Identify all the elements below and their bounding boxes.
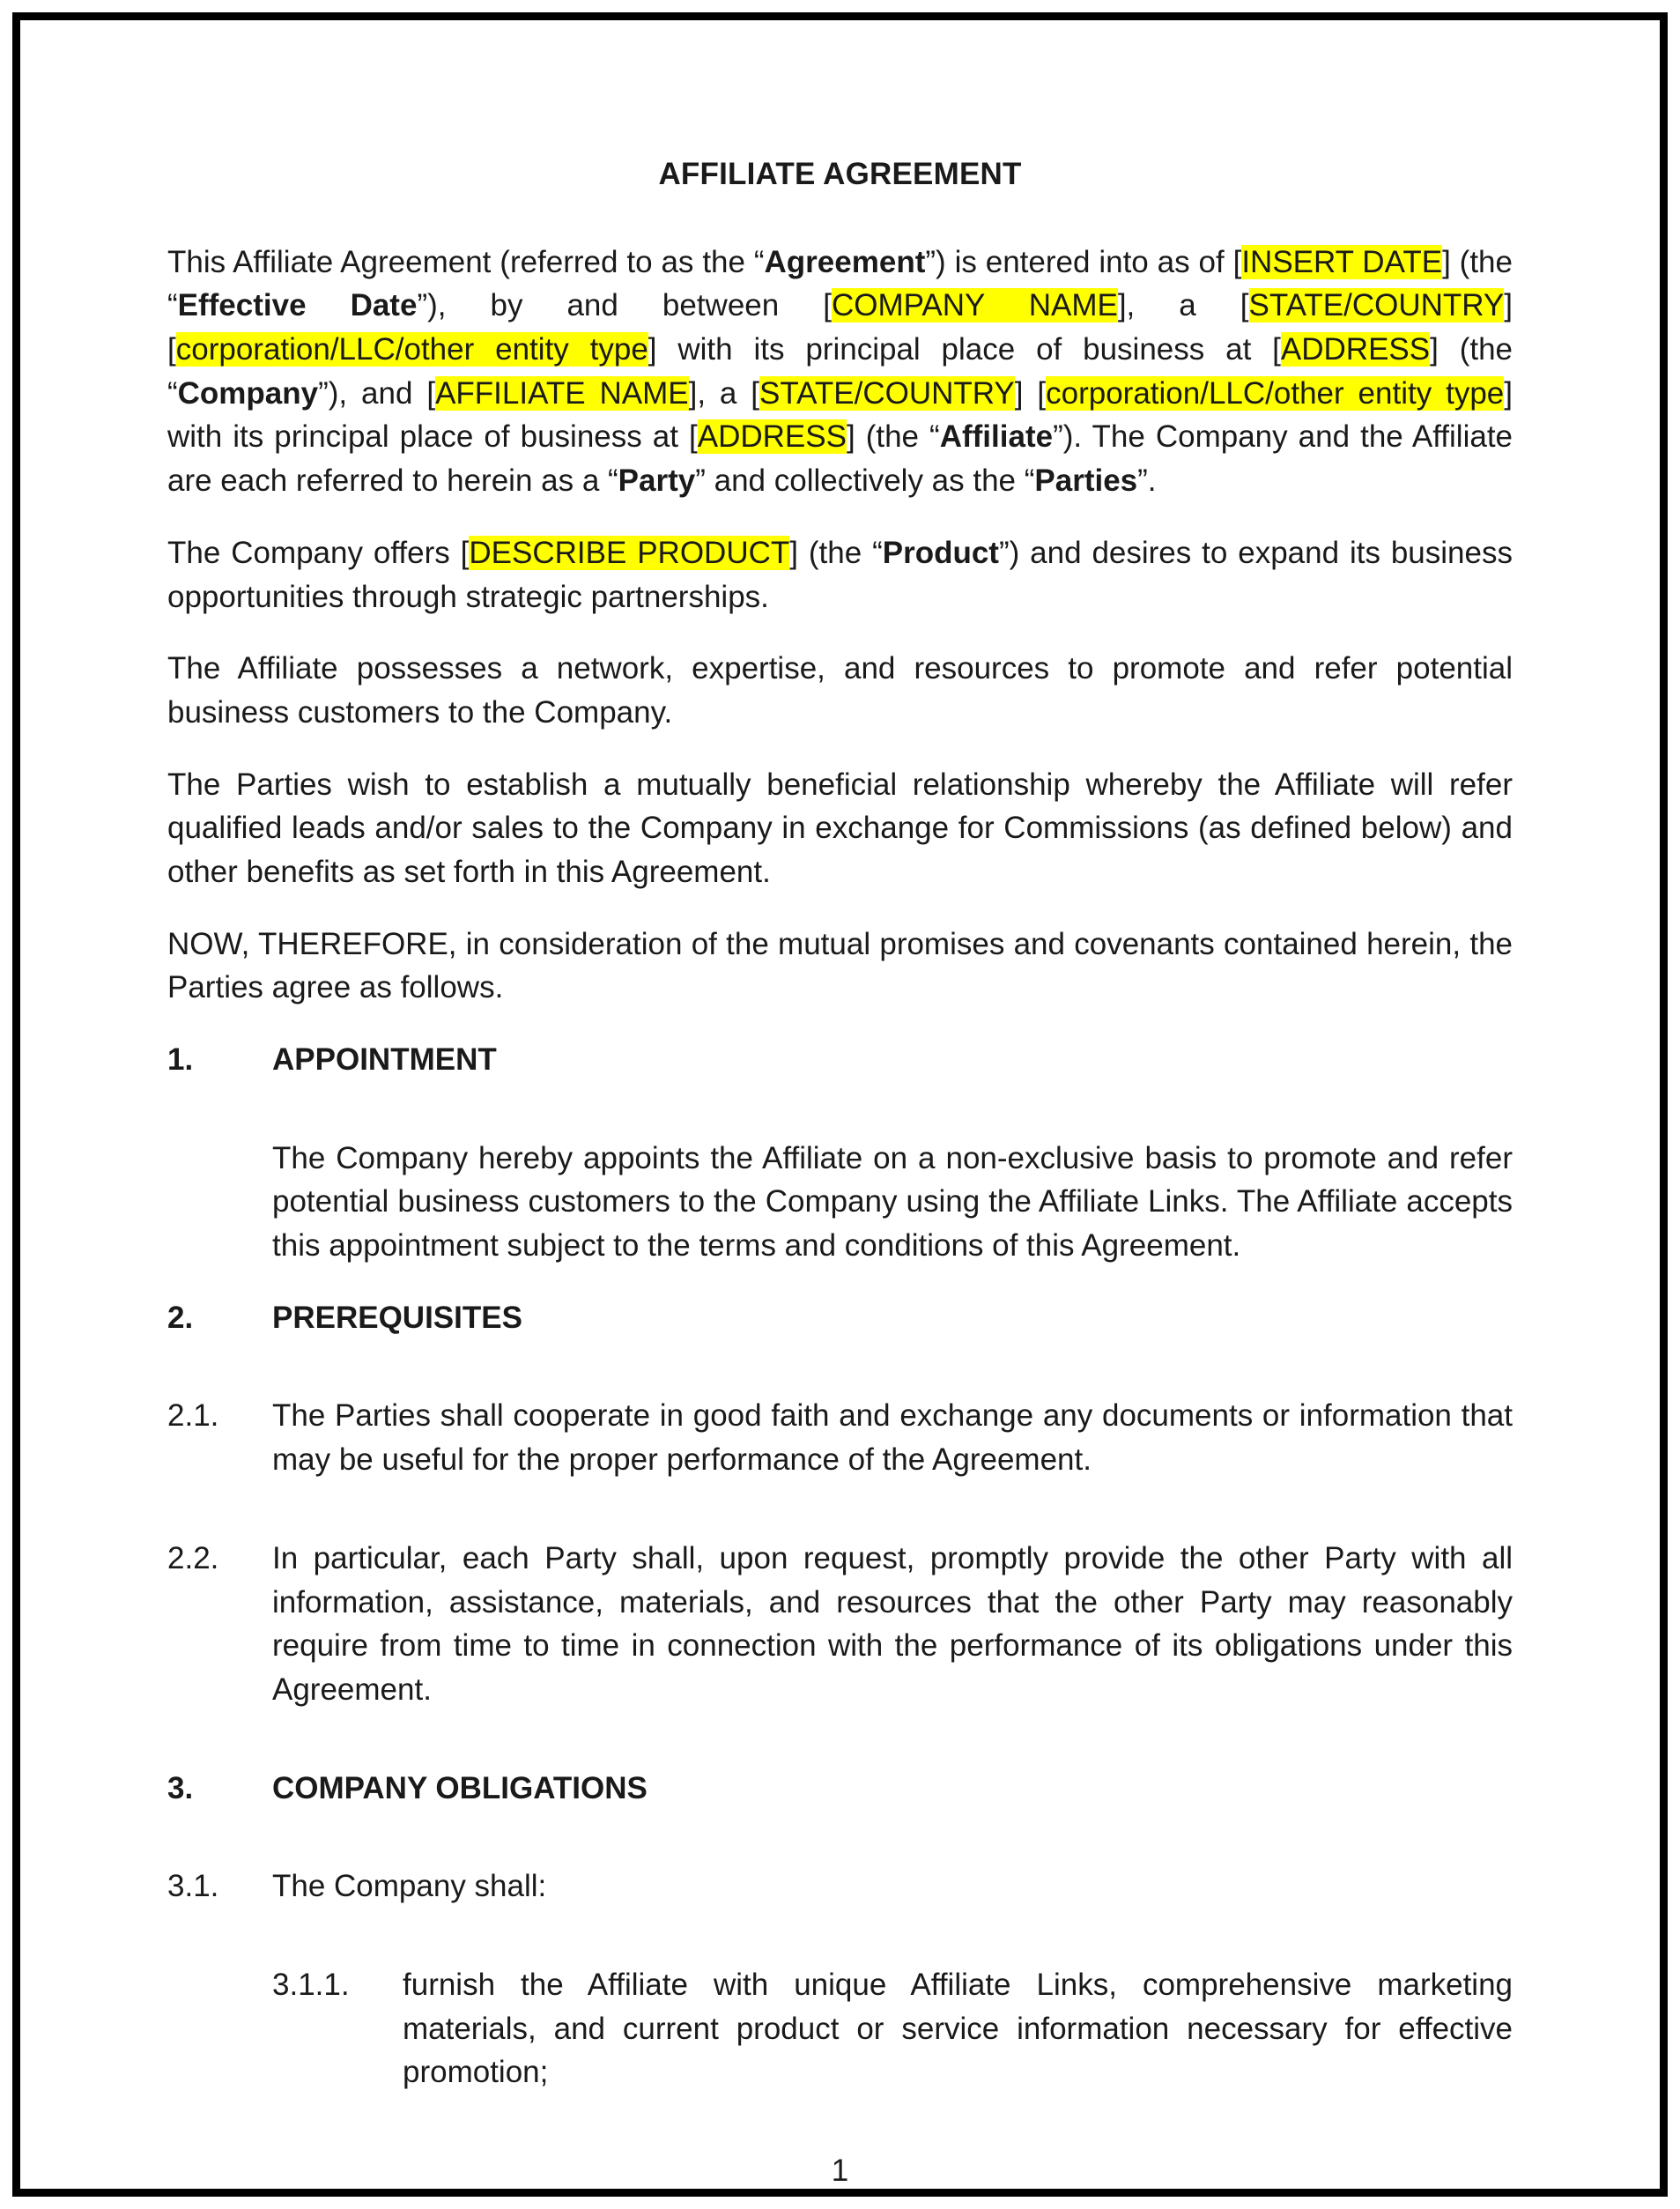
indented-paragraph — [272, 1137, 1513, 1268]
clause-text — [272, 1394, 1513, 1481]
text-run: The Company shall: — [272, 1869, 547, 1904]
bold-text-run: Effective Date — [177, 288, 418, 323]
clause-number: 2.2. — [167, 1540, 219, 1575]
text-run: ”) and desires to expand its business opportunities through strategic partnerships. — [167, 535, 1513, 614]
highlighted-placeholder: STATE/COUNTRY — [759, 375, 1015, 411]
clause-number: 3.1.1. — [272, 1967, 350, 2002]
bold-text-run: Product — [882, 535, 999, 570]
text-run: NOW, THEREFORE, in consideration of the mutual promises and covenants contained herein, the Parties agree as follows. — [167, 926, 1513, 1005]
text-run: ”), by and between [ — [417, 288, 832, 323]
text-run: ”) is entered into as of [ — [925, 244, 1242, 279]
text-run: ] (the “ — [167, 244, 1513, 323]
highlighted-placeholder: ADDRESS — [1280, 332, 1431, 367]
text-run: ] (the “ — [789, 535, 883, 570]
document-body — [167, 241, 1513, 2149]
section-number: 1. — [167, 1042, 194, 1077]
highlighted-placeholder: ADDRESS — [697, 419, 847, 455]
text-run: The Parties shall cooperate in good faith and exchange any documents or information that may be useful for the proper performance of the Agreement. — [272, 1398, 1513, 1478]
clause-text — [272, 1537, 1513, 1712]
section-heading — [167, 1296, 1513, 1340]
clause-text — [403, 1963, 1513, 2094]
text-run: In particular, each Party shall, upon request, promptly provide the other Party with all information, assistance, materials, and resources that the other Party may reasonably require from time to time in connection with the performance of its obligations under this Agreement. — [272, 1540, 1513, 1707]
section-number: 3. — [167, 1770, 194, 1805]
text-run: ”). The Company and the Affiliate are each referred to herein as a “ — [167, 419, 1513, 499]
clause — [167, 1394, 1513, 1481]
clause-number: 2.1. — [167, 1398, 219, 1434]
text-run: ”. — [1137, 463, 1157, 499]
paragraph — [167, 923, 1513, 1010]
highlighted-placeholder: DESCRIBE PRODUCT — [469, 535, 790, 570]
clause — [167, 1537, 1513, 1712]
paragraph — [167, 763, 1513, 894]
text-run: ”), and [ — [318, 375, 436, 411]
clause-number: 3.1. — [167, 1869, 219, 1904]
text-run: ] (the “ — [167, 332, 1513, 411]
text-run: The Parties wish to establish a mutually beneficial relationship whereby the Affiliate will refer qualified leads and/or sales to the Company in exchange for Commissions (as defined below) and other benefits as set forth in this Agreement. — [167, 767, 1513, 889]
text-run: The Company offers [ — [167, 535, 470, 570]
text-run: ] (the “ — [846, 419, 940, 455]
section-heading-label: APPOINTMENT — [272, 1042, 497, 1077]
paragraph — [167, 647, 1513, 734]
section-heading — [167, 1038, 1513, 1082]
highlighted-placeholder: COMPANY NAME — [831, 288, 1118, 323]
text-run: furnish the Affiliate with unique Affiliate Links, comprehensive marketing materials, and current product or service information necessary for effective promotion; — [403, 1967, 1513, 2090]
highlighted-placeholder: corporation/LLC/other entity type — [1046, 375, 1505, 411]
sub-clause — [272, 1963, 1513, 2094]
paragraph — [167, 241, 1513, 503]
text-run: This Affiliate Agreement (referred to as the “ — [167, 244, 765, 279]
clause-text — [272, 1864, 1513, 1909]
section-number: 2. — [167, 1300, 194, 1335]
document-page — [12, 12, 1668, 2197]
clause — [167, 1864, 1513, 1909]
text-run: ] [ — [1014, 375, 1047, 411]
highlighted-placeholder: AFFILIATE NAME — [435, 375, 689, 411]
section-heading-label: COMPANY OBLIGATIONS — [272, 1770, 648, 1805]
bold-text-run: Parties — [1034, 463, 1138, 499]
section-heading — [167, 1767, 1513, 1811]
highlighted-placeholder: INSERT DATE — [1241, 244, 1443, 279]
paragraph — [167, 531, 1513, 619]
section-heading-label: PREREQUISITES — [272, 1300, 522, 1335]
text-run: The Company hereby appoints the Affiliate on a non-exclusive basis to promote and refer potential business customers to the Company using the Affiliate Links. The Affiliate accepts this appointment subject to the terms and conditions of this Agreement. — [272, 1140, 1513, 1264]
bold-text-run: Party — [618, 463, 696, 499]
bold-text-run: Affiliate — [939, 419, 1054, 455]
text-run: ] with its principal place of business at [ — [167, 375, 1513, 455]
highlighted-placeholder: corporation/LLC/other entity type — [175, 332, 648, 367]
text-run: The Affiliate possesses a network, expertise, and resources to promote and refer potential business customers to the Company. — [167, 651, 1513, 730]
text-run: ], a [ — [1117, 288, 1249, 323]
page-footer — [167, 2149, 1513, 2202]
text-run: ], a [ — [688, 375, 760, 411]
page-number: 1 — [831, 2153, 849, 2188]
document-title: AFFILIATE AGREEMENT — [658, 157, 1022, 191]
highlighted-placeholder: STATE/COUNTRY — [1248, 288, 1505, 323]
bold-text-run: Company — [177, 375, 319, 411]
text-run: ] [ — [167, 288, 1513, 367]
text-run: ] with its principal place of business at [ — [648, 332, 1281, 367]
bold-text-run: Agreement — [764, 244, 926, 279]
text-run: ” and collectively as the “ — [695, 463, 1035, 499]
